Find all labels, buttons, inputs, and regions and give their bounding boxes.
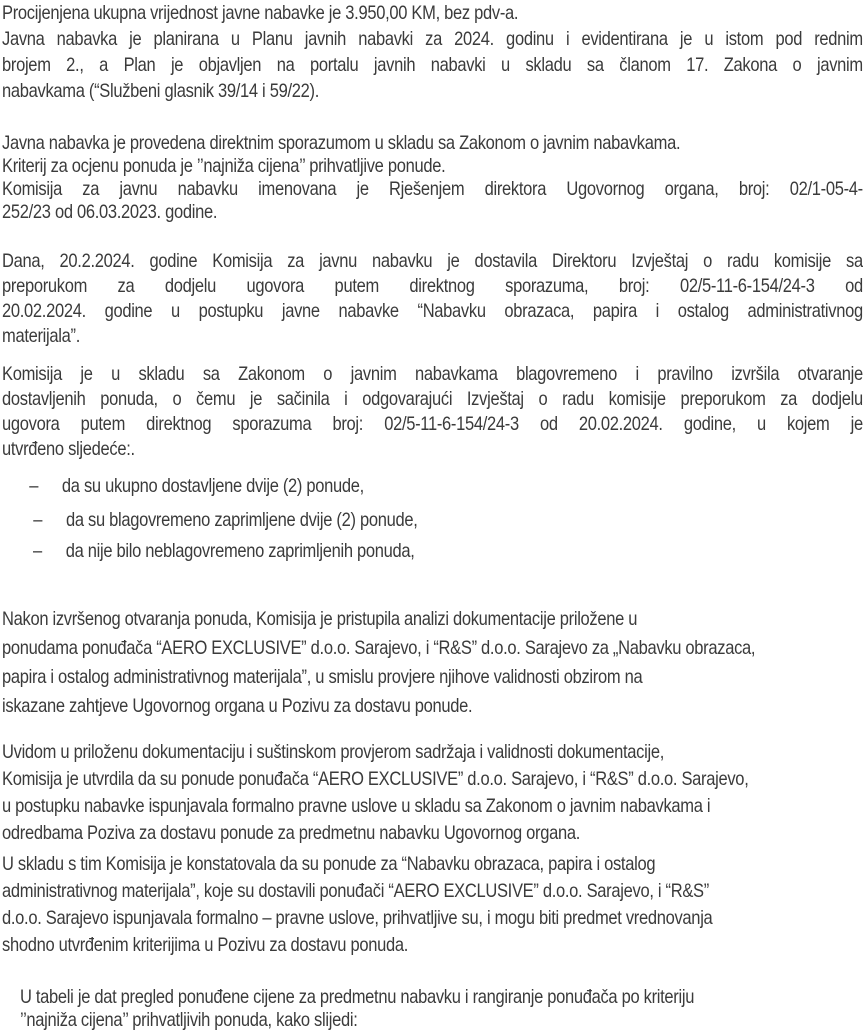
text-line: Komisija je u skladu sa Zakonom o javnim nabavkama blagovremeno i pravilno izvršila otvaranje <box>2 364 863 385</box>
text-line: Nakon izvršenog otvaranja ponuda, Komisija je pristupila analizi dokumentacije priložene u <box>2 609 638 630</box>
text-line: utvrđeno sljedeće:. <box>2 439 135 460</box>
list-item-text: da su blagovremeno zaprimljene dvije (2) ponude, <box>65 510 418 531</box>
text-line: Uvidom u priloženu dokumentaciju i suštinskom provjerom sadržaja i validnosti dokumentacije, <box>2 742 665 763</box>
text-line: odredbama Poziva za dostavu ponude za predmetnu nabavku Ugovornog organa. <box>2 823 580 844</box>
text-line: u postupku nabavke ispunjavala formalno pravne uslove u skladu sa Zakonom o javnim nabavkama i <box>2 796 711 817</box>
text-line: Javna nabavka je provedena direktnim sporazumom u skladu sa Zakonom o javnim nabavkama. <box>2 133 681 154</box>
text-line: 252/23 od 06.03.2023. godine. <box>2 202 218 223</box>
dash-bullet-icon: – <box>29 476 39 497</box>
text-line: ugovora putem direktnog sporazuma broj: 02/5-11-6-154/24-3 od 20.02.2024. godine, u kojem je <box>2 414 863 435</box>
text-line: preporukom za dodjelu ugovora putem direktnog sporazuma, broj: 02/5-11-6-154/24-3 od <box>2 276 863 297</box>
text-line: U tabeli je dat pregled ponuđene cijene za predmetnu nabavku i rangiranje ponuđača po kriteriju <box>20 987 695 1008</box>
text-line: nabavkama (“Službeni glasnik 39/14 i 59/22). <box>2 81 319 102</box>
text-line: 20.02.2024. godine u postupku javne nabavke “Nabavku obrazaca, papira i ostalog administrativnog <box>2 301 863 322</box>
dash-bullet-icon: – <box>33 541 42 562</box>
text-line: Komisija je utvrdila da su ponude ponuđača “AERO EXCLUSIVE” d.o.o. Sarajevo, i “R&S” d.o.o. Sarajevo, <box>2 769 749 790</box>
text-line: d.o.o. Sarajevo ispunjavala formalno – pravne uslove, prihvatljive su, i mogu biti predmet vrednovanja <box>2 908 713 929</box>
list-item <box>33 539 415 565</box>
text-line: ’’najniža cijena’’ prihvatljivih ponuda, kako slijedi: <box>20 1010 358 1031</box>
text-line: Procijenjena ukupna vrijednost javne nabavke je 3.950,00 KM, bez pdv-a. <box>2 3 519 24</box>
list-item <box>33 508 417 534</box>
text-line: Javna nabavka je planirana u Planu javnih nabavki za 2024. godinu i evidentirana je u istom pod rednim <box>2 29 863 50</box>
text-line: ponudama ponuđača “AERO EXCLUSIVE” d.o.o. Sarajevo, i “R&S” d.o.o. Sarajevo za „Nabavku obrazaca, <box>2 638 756 659</box>
text-line: administrativnog materijala”, koje su dostavili ponuđači “AERO EXCLUSIVE” d.o.o. Sarajevo, i “R&S” <box>2 881 709 902</box>
text-line: brojem 2., a Plan je objavljen na portalu javnih nabavki u skladu sa članom 17. Zakona o javnim <box>2 55 863 76</box>
text-line: U skladu s tim Komisija je konstatovala da su ponude za “Nabavku obrazaca, papira i ostalog <box>2 854 656 875</box>
list-item-text: da nije bilo neblagovremeno zaprimljenih ponuda, <box>65 541 415 562</box>
text-line: shodno utvrđenim kriterijima u Pozivu za dostavu ponuda. <box>2 935 409 956</box>
dash-bullet-icon: – <box>33 510 43 531</box>
text-line: Komisija za javnu nabavku imenovana je Rješenjem direktora Ugovornog organa, broj: 02/1-05-4- <box>2 179 863 200</box>
text-line: papira i ostalog administrativnog materijala”, u smislu provjere njihove validnosti obzirom na <box>2 667 643 688</box>
list-item-text: da su ukupno dostavljene dvije (2) ponude, <box>61 476 364 497</box>
text-line: dostavljenih ponuda, o čemu je sačinila i odgovarajući Izvještaj o radu komisije preporukom za dodjelu <box>2 389 863 410</box>
text-line: materijala”. <box>2 326 81 347</box>
text-line: iskazane zahtjeve Ugovornog organa u Pozivu za dostavu ponude. <box>2 696 473 717</box>
text-line: Kriterij za ocjenu ponuda je ’’najniža cijena’’ prihvatljive ponude. <box>2 156 446 177</box>
list-item <box>29 474 364 500</box>
text-line: Dana, 20.2.2024. godine Komisija za javnu nabavku je dostavila Direktoru Izvještaj o radu komisije sa <box>2 251 863 272</box>
